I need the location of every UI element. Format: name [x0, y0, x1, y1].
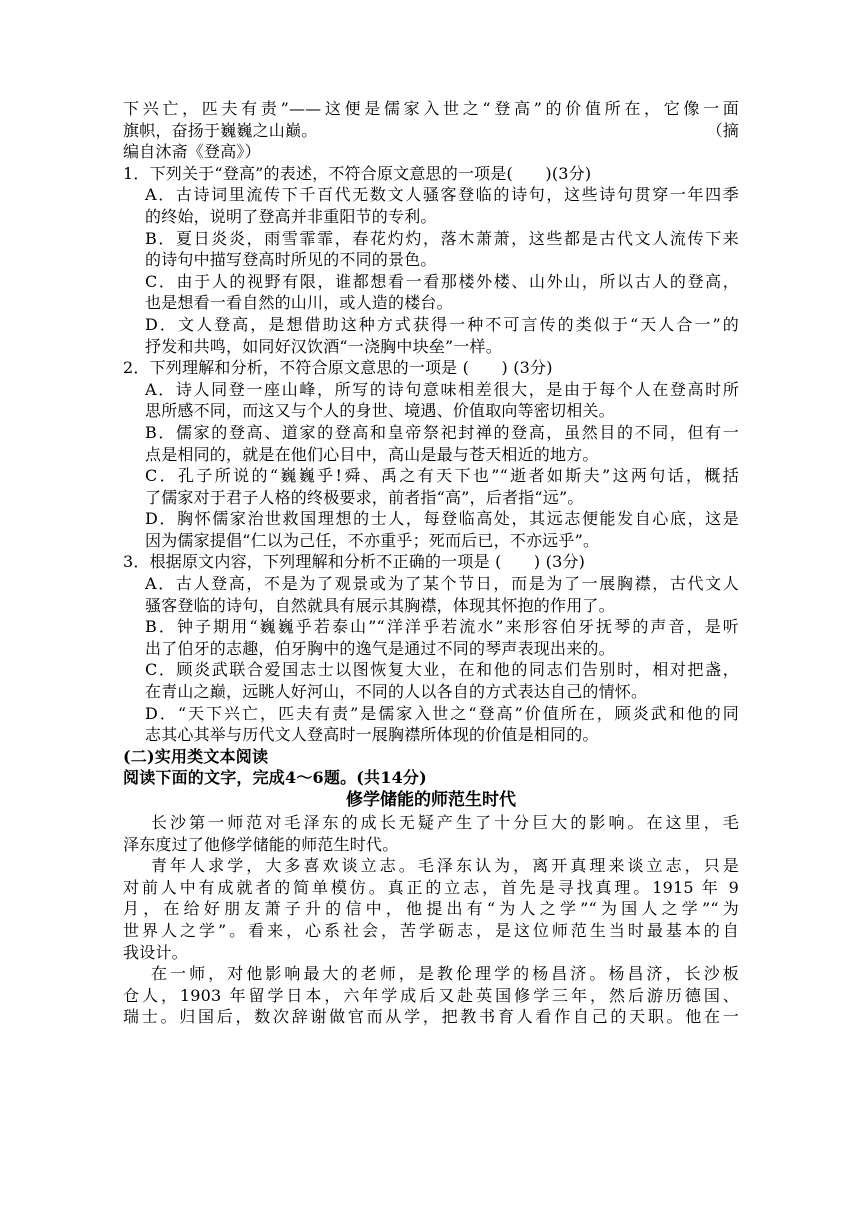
option-line: 在青山之巅，远眺人好河山，不同的人以各自的方式表达自己的情怀。	[145, 682, 648, 702]
option-line: 骚客登临的诗句，自然就具有展示其胸襟，体现其怀抱的作用了。	[145, 595, 615, 615]
section-instruction: 阅读下面的文字，完成4～6题。(共14分)	[123, 768, 427, 788]
paragraph-1	[123, 812, 739, 855]
question-stem: 1．下列关于“登高”的表述，不符合原文意思的一项是( )(3分)	[123, 163, 592, 183]
source-note: 编自沐斋《登高》）	[123, 142, 261, 162]
paragraph-line: 青年人求学，大多喜欢谈立志。毛泽东认为，离开真理来谈立志，只是	[151, 856, 739, 876]
paragraph-line: 长沙第一师范对毛泽东的成长无疑产生了十分巨大的影响。在这里，毛	[151, 813, 739, 832]
section-heading: (二)实用类文本阅读	[123, 746, 269, 766]
option-line: B．钟子期用“巍巍乎若泰山”“洋洋乎若流水”来形容伯牙抚琴的声音，是听	[145, 617, 739, 637]
option-line: 思所感不同，而这又与个人的身世、境遇、价值取向等密切相关。	[145, 401, 615, 421]
option-line: 也是想看一看自然的山川，或人造的楼台。	[145, 293, 453, 313]
question-1	[123, 163, 739, 357]
option-line: 抒发和共鸣，如同好汉饮酒“一浇胸中块垒”一样。	[145, 336, 502, 356]
option-a	[123, 184, 739, 227]
option-line: D．“天下兴亡，匹夫有责”是儒家入世之“登高”价值所在，顾炎武和他的同	[145, 703, 739, 723]
option-b	[123, 422, 739, 465]
article-title: 修学储能的师范生时代	[346, 790, 516, 810]
option-line: D．胸怀儒家治世救国理想的士人，每登临高处，其远志便能发自心底，这是	[145, 509, 739, 529]
section-practical-reading	[123, 746, 739, 1028]
option-b	[123, 228, 739, 271]
option-line: 因为儒家提倡“仁以为己任，不亦重乎；死而后已，不亦远乎”。	[145, 530, 600, 550]
option-a	[123, 573, 739, 616]
option-line: C．顾炎武联合爱国志士以图恢复大业，在和他的同志们告别时，相对把盏，	[145, 660, 739, 680]
option-b	[123, 616, 739, 659]
paragraph-line: 月，在给好朋友萧子升的信中，他提出有“为人之学”“为国人之学”“为	[123, 899, 739, 919]
option-line: 的诗句中描写登高时所见的不同的景色。	[145, 250, 437, 270]
text-line: 下兴亡，匹夫有责”——这便是儒家入世之“登高”的价值所在，它像一面	[123, 99, 739, 118]
paragraph-line: 在一师，对他影响最大的老师，是教伦理学的杨昌济。杨昌济，长沙板	[151, 964, 739, 984]
paragraph-line: 世界人之学”。看来，心系社会，苦学砺志，是这位师范生当时最基本的自	[123, 920, 739, 940]
text-line: 旗帜，奋扬于巍巍之山巅。	[123, 120, 318, 140]
option-d	[123, 508, 739, 551]
paragraph-line: 瑞士。归国后，数次辞谢做官而从学，把教书育人看作自己的天职。他在一	[123, 1007, 739, 1027]
option-c	[123, 465, 739, 508]
option-line: 了儒家对于君子人格的终极要求，前者指“高”，后者指“远”。	[145, 487, 584, 507]
option-line: D．文人登高，是想借助这种方式获得一种不可言传的类似于“天人合一”的	[145, 314, 739, 334]
option-d	[123, 314, 739, 357]
document-page	[123, 98, 739, 1028]
option-line: 出了伯牙的志趣，伯牙胸中的逸气是通过不同的琴声表现出来的。	[145, 638, 615, 658]
paragraph-2	[123, 855, 739, 963]
option-line: A．古人登高，不是为了观景或为了某个节日，而是为了一展胸襟，古代文人	[145, 574, 739, 594]
paragraph-line: 仓人，1903 年留学日本，六年学成后又赴英国修学三年，然后游历德国、	[123, 985, 739, 1005]
question-stem: 2．下列理解和分析，不符合原文意思的一项是 ( ) (3分)	[123, 358, 553, 378]
text-line	[123, 120, 739, 142]
option-c	[123, 659, 739, 702]
question-3	[123, 551, 739, 745]
source-note-start: （摘	[706, 120, 739, 140]
option-line: 的终始，说明了登高并非重阳节的专利。	[145, 206, 437, 226]
option-line: B．夏日炎炎，雨雪霏霏，春花灼灼，落木萧萧，这些都是古代文人流传下来	[145, 228, 739, 248]
option-line: A．古诗词里流传下千百代无数文人骚客登临的诗句，这些诗句贯穿一年四季	[145, 185, 739, 205]
passage-1-ending	[123, 98, 739, 163]
question-stem: 3．根据原文内容，下列理解和分析不正确的一项是 ( ) (3分)	[123, 552, 586, 572]
option-line: B．儒家的登高、道家的登高和皇帝祭祀封禅的登高，虽然目的不同，但有一	[145, 422, 739, 442]
paragraph-line: 泽东度过了他修学储能的师范生时代。	[123, 834, 399, 854]
question-2	[123, 357, 739, 551]
option-line: A．诗人同登一座山峰，所写的诗句意味相差很大，是由于每个人在登高时所	[145, 379, 739, 399]
paragraph-3	[123, 963, 739, 1028]
option-c	[123, 271, 739, 314]
option-d	[123, 703, 739, 746]
option-line: C．孔子所说的“巍巍乎!舜、禹之有天下也”“逝者如斯夫”这两句话，概括	[145, 466, 739, 486]
option-a	[123, 379, 739, 422]
option-line: C．由于人的视野有限，谁都想看一看那楼外楼、山外山，所以古人的登高，	[145, 271, 739, 291]
option-line: 点是相同的，就是在他们心目中，高山是最与苍天相近的地方。	[145, 444, 599, 464]
option-line: 志其心其举与历代文人登高时一展胸襟所体现的价值是相同的。	[145, 725, 599, 745]
paragraph-line: 我设计。	[123, 942, 188, 962]
paragraph-line: 对前人中有成就者的简单模仿。真正的立志，首先是寻找真理。1915 年 9	[123, 877, 739, 897]
